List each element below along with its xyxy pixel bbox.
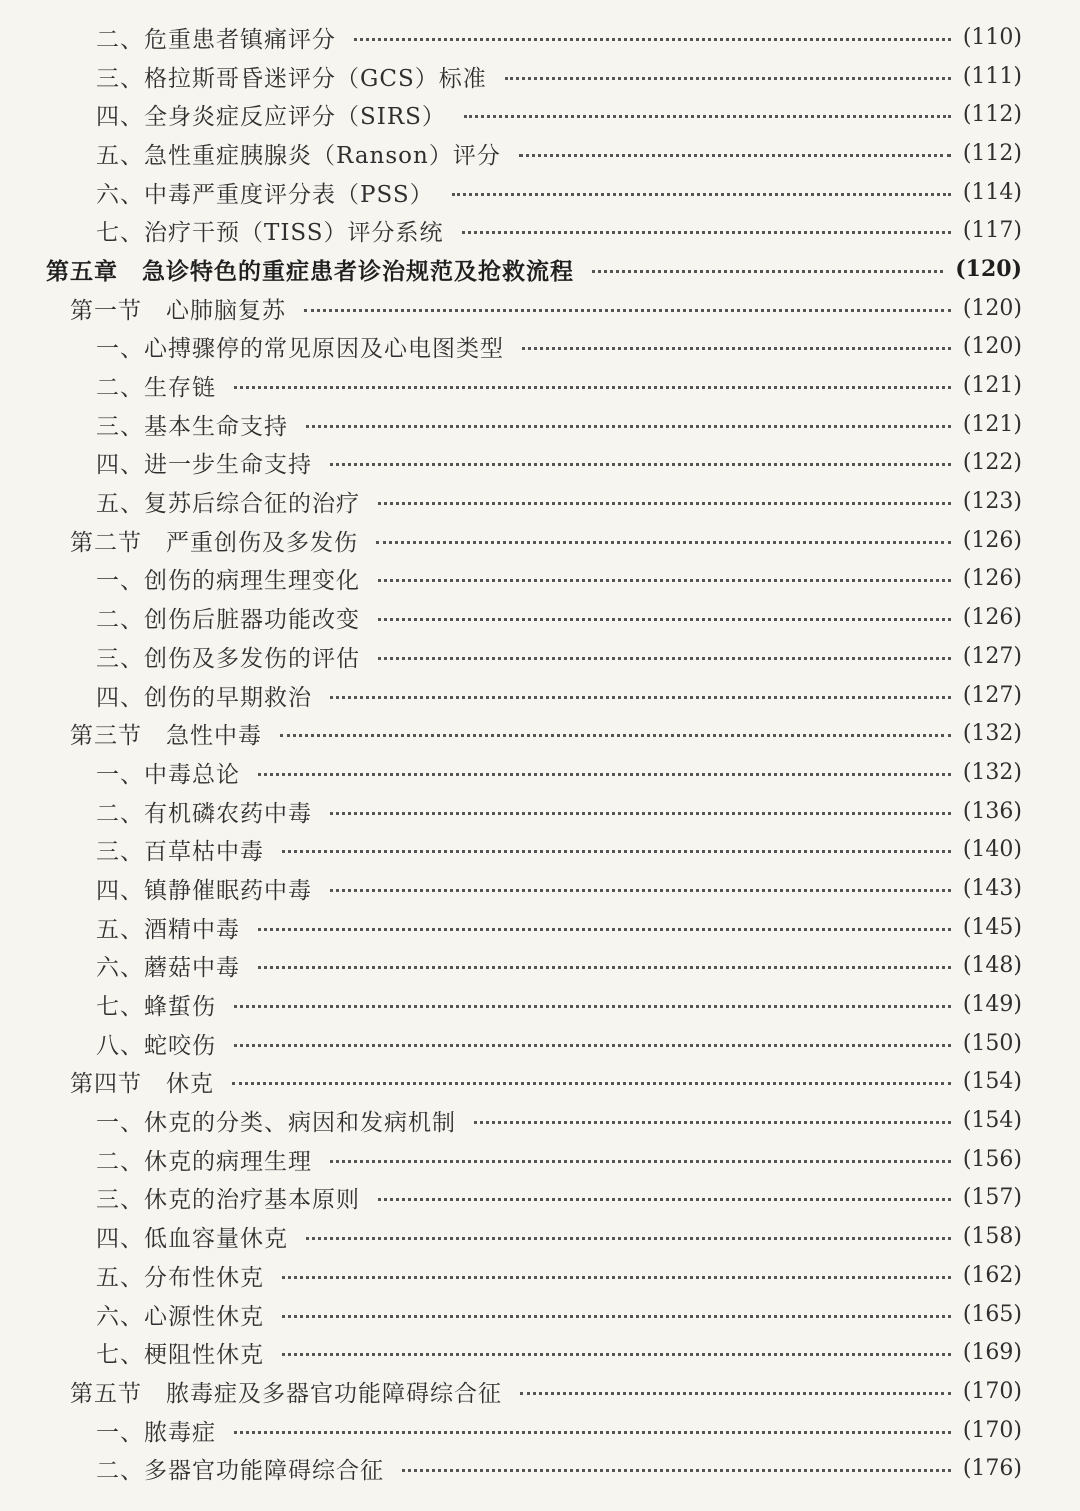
toc-entry-title: 三、休克的治疗基本原则 bbox=[96, 1187, 360, 1214]
toc-entry-page-number: (112) bbox=[962, 140, 1022, 166]
dot-leader bbox=[304, 309, 951, 312]
dot-leader bbox=[306, 1237, 951, 1240]
toc-item-row[interactable] bbox=[0, 560, 1080, 599]
toc-entry-title: 第二节 严重创伤及多发伤 bbox=[70, 529, 358, 556]
dot-leader bbox=[234, 1044, 951, 1047]
dot-leader bbox=[234, 1005, 951, 1008]
dot-leader bbox=[505, 77, 951, 80]
dot-leader bbox=[474, 1121, 951, 1124]
toc-entry-title: 六、蘑菇中毒 bbox=[96, 955, 240, 982]
toc-section-row[interactable] bbox=[0, 1372, 1080, 1411]
toc-entry-page-number: (132) bbox=[962, 759, 1022, 785]
toc-entry-page-number: (140) bbox=[962, 837, 1022, 863]
toc-entry-page-number: (154) bbox=[962, 1108, 1022, 1134]
toc-entry-page-number: (132) bbox=[962, 721, 1022, 747]
table-of-contents bbox=[0, 18, 1080, 1488]
toc-item-row[interactable] bbox=[0, 211, 1080, 250]
dot-leader bbox=[330, 1160, 951, 1163]
toc-entry-page-number: (112) bbox=[962, 102, 1022, 128]
toc-entry-title: 七、梗阻性休克 bbox=[96, 1342, 264, 1369]
toc-section-row[interactable] bbox=[0, 521, 1080, 560]
toc-entry-title: 五、复苏后综合征的治疗 bbox=[96, 491, 360, 518]
toc-entry-page-number: (143) bbox=[962, 875, 1022, 901]
toc-item-row[interactable] bbox=[0, 1179, 1080, 1218]
toc-section-row[interactable] bbox=[0, 289, 1080, 328]
dot-leader bbox=[234, 1431, 951, 1434]
toc-entry-page-number: (117) bbox=[962, 218, 1022, 244]
toc-entry-title: 一、脓毒症 bbox=[96, 1419, 216, 1446]
toc-entry-page-number: (120) bbox=[962, 334, 1022, 360]
dot-leader bbox=[464, 115, 951, 118]
toc-entry-title: 五、急性重症胰腺炎（Ranson）评分 bbox=[96, 142, 501, 169]
toc-entry-title: 七、蜂蜇伤 bbox=[96, 994, 216, 1021]
toc-entry-title: 第四节 休克 bbox=[70, 1071, 214, 1098]
toc-entry-page-number: (127) bbox=[962, 682, 1022, 708]
toc-entry-page-number: (126) bbox=[962, 566, 1022, 592]
toc-item-row[interactable] bbox=[0, 947, 1080, 986]
dot-leader bbox=[330, 696, 951, 699]
toc-entry-page-number: (170) bbox=[962, 1417, 1022, 1443]
toc-entry-title: 四、低血容量休克 bbox=[96, 1226, 288, 1253]
dot-leader bbox=[282, 1276, 951, 1279]
dot-leader bbox=[452, 193, 951, 196]
toc-entry-page-number: (170) bbox=[962, 1378, 1022, 1404]
toc-entry-title: 二、休克的病理生理 bbox=[96, 1148, 312, 1175]
toc-entry-title: 五、酒精中毒 bbox=[96, 916, 240, 943]
toc-item-row[interactable] bbox=[0, 1256, 1080, 1295]
dot-leader bbox=[519, 154, 951, 157]
toc-entry-title: 六、心源性休克 bbox=[96, 1303, 264, 1330]
toc-entry-page-number: (111) bbox=[962, 63, 1022, 89]
toc-chapter-row[interactable] bbox=[0, 250, 1080, 289]
toc-entry-title: 四、镇静催眠药中毒 bbox=[96, 877, 312, 904]
dot-leader bbox=[280, 734, 951, 737]
toc-entry-page-number: (157) bbox=[962, 1185, 1022, 1211]
toc-section-row[interactable] bbox=[0, 714, 1080, 753]
toc-entry-title: 四、进一步生命支持 bbox=[96, 452, 312, 479]
dot-leader bbox=[330, 889, 951, 892]
dot-leader bbox=[258, 966, 951, 969]
toc-entry-page-number: (156) bbox=[962, 1146, 1022, 1172]
toc-entry-title: 三、创伤及多发伤的评估 bbox=[96, 645, 360, 672]
toc-item-row[interactable] bbox=[0, 95, 1080, 134]
dot-leader bbox=[378, 618, 951, 621]
dot-leader bbox=[378, 657, 951, 660]
toc-item-row[interactable] bbox=[0, 173, 1080, 212]
toc-item-row[interactable] bbox=[0, 1411, 1080, 1450]
toc-entry-title: 一、创伤的病理生理变化 bbox=[96, 568, 360, 595]
dot-leader bbox=[234, 386, 951, 389]
toc-item-row[interactable] bbox=[0, 328, 1080, 367]
toc-entry-page-number: (114) bbox=[962, 179, 1022, 205]
dot-leader bbox=[462, 231, 951, 234]
toc-item-row[interactable] bbox=[0, 985, 1080, 1024]
toc-entry-page-number: (150) bbox=[962, 1030, 1022, 1056]
toc-item-row[interactable] bbox=[0, 1333, 1080, 1372]
toc-entry-page-number: (154) bbox=[962, 1069, 1022, 1095]
toc-entry-page-number: (126) bbox=[962, 605, 1022, 631]
toc-entry-page-number: (176) bbox=[962, 1456, 1022, 1482]
dot-leader bbox=[258, 773, 951, 776]
toc-item-row[interactable] bbox=[0, 908, 1080, 947]
toc-item-row[interactable] bbox=[0, 57, 1080, 96]
toc-entry-title: 三、格拉斯哥昏迷评分（GCS）标准 bbox=[96, 65, 487, 92]
toc-entry-page-number: (162) bbox=[962, 1262, 1022, 1288]
toc-entry-title: 七、治疗干预（TISS）评分系统 bbox=[96, 220, 444, 247]
toc-entry-title: 五、分布性休克 bbox=[96, 1264, 264, 1291]
toc-entry-page-number: (110) bbox=[962, 24, 1022, 50]
toc-entry-title: 四、创伤的早期救治 bbox=[96, 684, 312, 711]
toc-entry-page-number: (136) bbox=[962, 798, 1022, 824]
toc-section-row[interactable] bbox=[0, 1063, 1080, 1102]
dot-leader bbox=[282, 1315, 951, 1318]
toc-entry-title: 六、中毒严重度评分表（PSS） bbox=[96, 181, 434, 208]
dot-leader bbox=[378, 579, 951, 582]
toc-item-row[interactable] bbox=[0, 366, 1080, 405]
toc-entry-page-number: (169) bbox=[962, 1340, 1022, 1366]
toc-item-row[interactable] bbox=[0, 753, 1080, 792]
toc-item-row[interactable] bbox=[0, 482, 1080, 521]
toc-item-row[interactable] bbox=[0, 1101, 1080, 1140]
dot-leader bbox=[354, 38, 951, 41]
toc-entry-page-number: (127) bbox=[962, 643, 1022, 669]
toc-item-row[interactable] bbox=[0, 598, 1080, 637]
toc-entry-page-number: (123) bbox=[962, 489, 1022, 515]
toc-entry-page-number: (158) bbox=[962, 1224, 1022, 1250]
toc-item-row[interactable] bbox=[0, 1449, 1080, 1488]
toc-item-row[interactable] bbox=[0, 405, 1080, 444]
toc-item-row[interactable] bbox=[0, 1295, 1080, 1334]
toc-entry-title: 一、中毒总论 bbox=[96, 761, 240, 788]
toc-entry-page-number: (120) bbox=[955, 256, 1022, 283]
toc-item-row[interactable] bbox=[0, 1217, 1080, 1256]
toc-item-row[interactable] bbox=[0, 1024, 1080, 1063]
dot-leader bbox=[258, 928, 951, 931]
dot-leader bbox=[330, 463, 951, 466]
toc-entry-title: 二、多器官功能障碍综合征 bbox=[96, 1458, 384, 1485]
toc-item-row[interactable] bbox=[0, 18, 1080, 57]
toc-entry-page-number: (149) bbox=[962, 992, 1022, 1018]
dot-leader bbox=[376, 541, 951, 544]
dot-leader bbox=[282, 1353, 951, 1356]
dot-leader bbox=[378, 502, 951, 505]
toc-entry-title: 第一节 心肺脑复苏 bbox=[70, 297, 286, 324]
toc-item-row[interactable] bbox=[0, 1140, 1080, 1179]
toc-item-row[interactable] bbox=[0, 676, 1080, 715]
toc-entry-title: 一、休克的分类、病因和发病机制 bbox=[96, 1110, 456, 1137]
dot-leader bbox=[306, 425, 951, 428]
dot-leader bbox=[592, 270, 943, 273]
dot-leader bbox=[378, 1198, 951, 1201]
toc-entry-title: 第五节 脓毒症及多器官功能障碍综合征 bbox=[70, 1380, 502, 1407]
toc-entry-title: 第三节 急性中毒 bbox=[70, 723, 262, 750]
toc-entry-title: 二、生存链 bbox=[96, 375, 216, 402]
toc-item-row[interactable] bbox=[0, 637, 1080, 676]
toc-item-row[interactable] bbox=[0, 444, 1080, 483]
dot-leader bbox=[402, 1469, 951, 1472]
dot-leader bbox=[282, 850, 951, 853]
toc-entry-title: 一、心搏骤停的常见原因及心电图类型 bbox=[96, 336, 504, 363]
toc-item-row[interactable] bbox=[0, 830, 1080, 869]
toc-entry-title: 第五章 急诊特色的重症患者诊治规范及抢救流程 bbox=[46, 258, 574, 285]
toc-entry-page-number: (165) bbox=[962, 1301, 1022, 1327]
toc-entry-title: 二、有机磷农药中毒 bbox=[96, 800, 312, 827]
toc-item-row[interactable] bbox=[0, 869, 1080, 908]
toc-entry-page-number: (120) bbox=[962, 295, 1022, 321]
toc-entry-page-number: (126) bbox=[962, 527, 1022, 553]
toc-entry-title: 四、全身炎症反应评分（SIRS） bbox=[96, 104, 446, 131]
toc-entry-title: 三、百草枯中毒 bbox=[96, 839, 264, 866]
toc-item-row[interactable] bbox=[0, 134, 1080, 173]
toc-item-row[interactable] bbox=[0, 792, 1080, 831]
dot-leader bbox=[520, 1392, 951, 1395]
toc-entry-page-number: (121) bbox=[962, 411, 1022, 437]
toc-entry-title: 二、创伤后脏器功能改变 bbox=[96, 607, 360, 634]
toc-entry-page-number: (145) bbox=[962, 914, 1022, 940]
toc-entry-page-number: (122) bbox=[962, 450, 1022, 476]
dot-leader bbox=[330, 812, 951, 815]
toc-entry-page-number: (148) bbox=[962, 953, 1022, 979]
toc-entry-page-number: (121) bbox=[962, 373, 1022, 399]
dot-leader bbox=[232, 1082, 951, 1085]
toc-entry-title: 八、蛇咬伤 bbox=[96, 1032, 216, 1059]
dot-leader bbox=[522, 347, 951, 350]
toc-entry-title: 二、危重患者镇痛评分 bbox=[96, 26, 336, 53]
toc-entry-title: 三、基本生命支持 bbox=[96, 413, 288, 440]
